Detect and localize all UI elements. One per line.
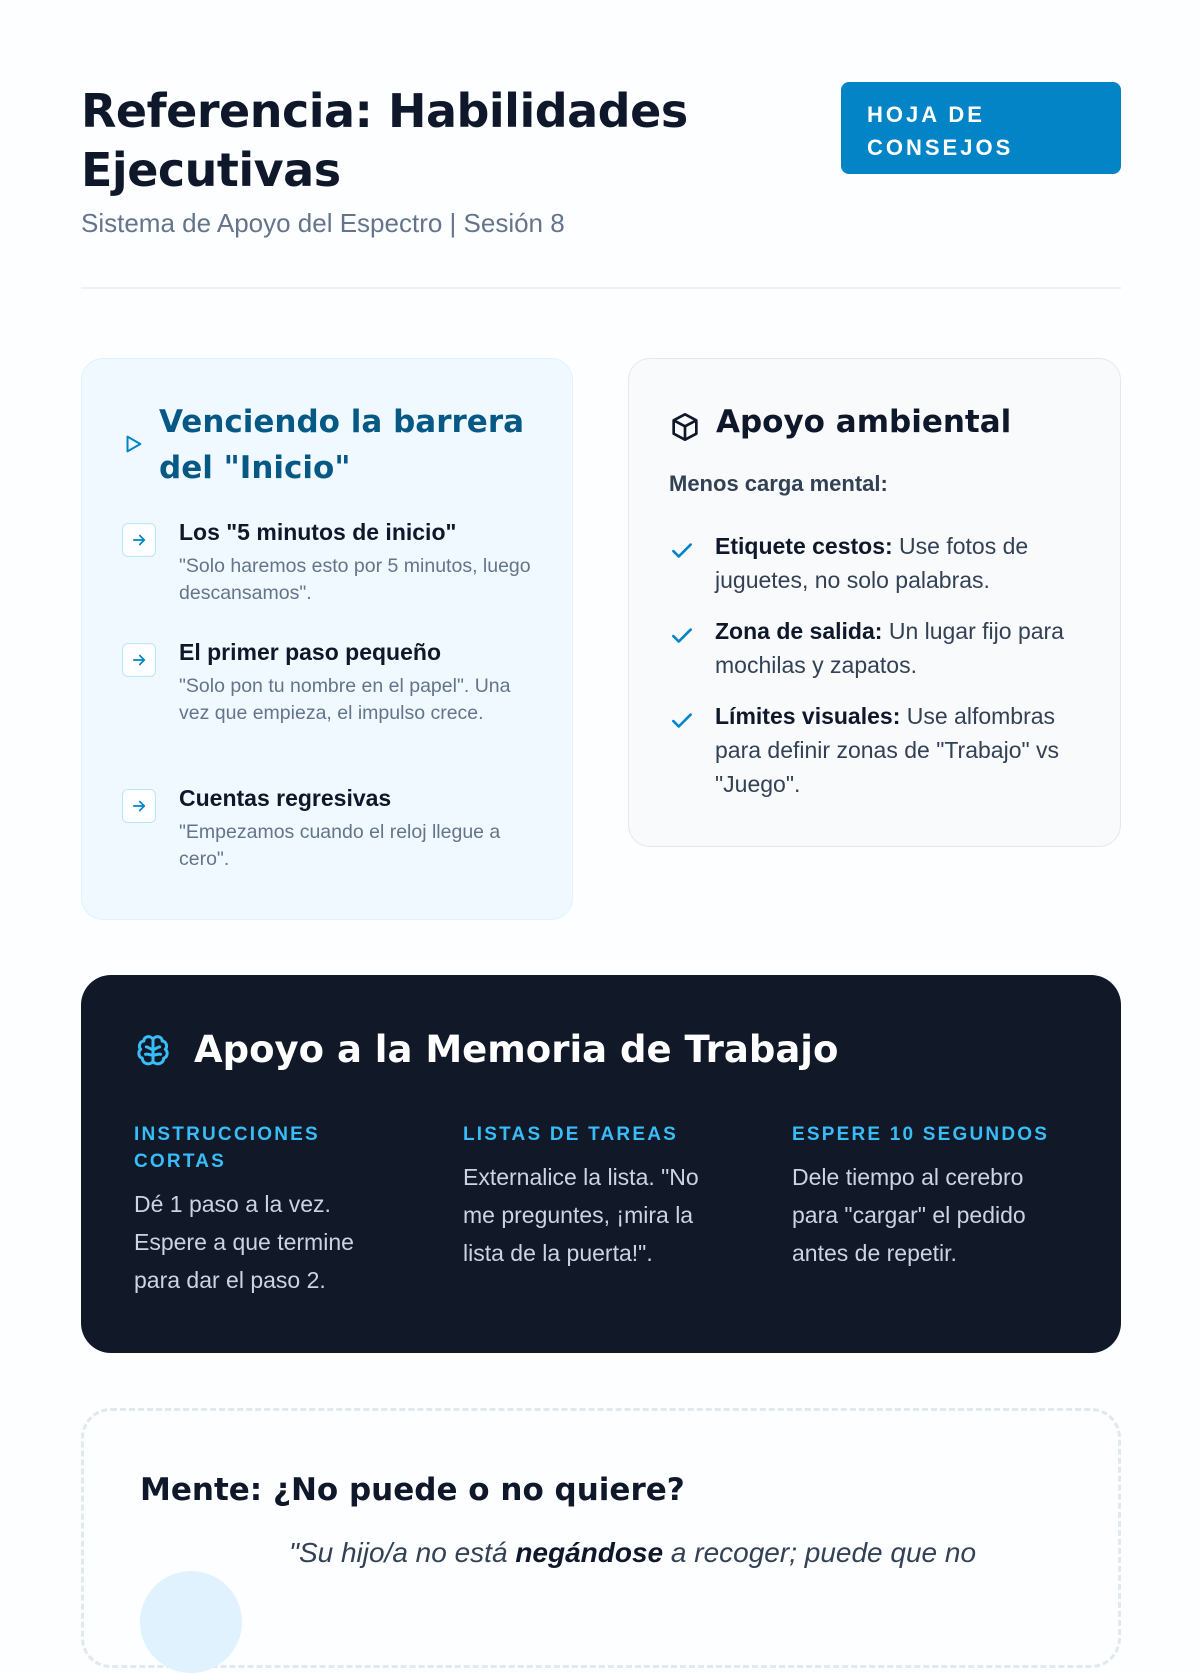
memory-column-label: ESPERE 10 SEGUNDOS xyxy=(792,1124,1050,1145)
avatar xyxy=(140,1571,242,1673)
check-item-label: Zona de salida: xyxy=(715,618,883,644)
check-item-label: Límites visuales: xyxy=(715,703,901,729)
step-description: "Solo haremos esto por 5 minutos, luego descansamos". xyxy=(179,555,531,604)
environment-card-title: Apoyo ambiental xyxy=(716,404,1012,440)
start-barrier-card xyxy=(81,358,573,920)
environment-card-header xyxy=(669,399,1089,449)
header-divider xyxy=(81,287,1121,289)
start-card-title: Venciendo la barrera del "Inicio" xyxy=(159,404,525,486)
working-memory-title: Apoyo a la Memoria de Trabajo xyxy=(194,1028,839,1071)
memory-column-text: Dé 1 paso a la vez. Espere a que termine para dar el paso 2. xyxy=(134,1191,354,1293)
step-description: "Solo pon tu nombre en el papel". Una vez que empieza, el impulso crece. xyxy=(179,675,511,724)
quote-emphasis: negándose xyxy=(515,1537,664,1568)
arrow-right-icon xyxy=(122,789,156,823)
play-icon xyxy=(122,433,144,455)
step-description: "Empezamos cuando el reloj llegue a cero". xyxy=(179,821,501,870)
memory-column-text: Dele tiempo al cerebro para "cargar" el pedido antes de repetir. xyxy=(792,1164,1026,1266)
cube-icon xyxy=(669,411,701,443)
page-title: Referencia: Habilidades Ejecutivas xyxy=(81,84,688,197)
memory-column xyxy=(792,1121,1052,1272)
check-item-label: Etiquete cestos: xyxy=(715,533,893,559)
mind-quote xyxy=(289,1533,1079,1573)
environment-card-subtitle: Menos carga mental: xyxy=(669,471,888,496)
check-item-text xyxy=(715,699,1080,801)
check-item-body: Un lugar fijo para mochilas y zapatos. xyxy=(715,618,1064,678)
step-title: Cuentas regresivas xyxy=(179,785,392,811)
memory-column-label: INSTRUCCIONES CORTAS xyxy=(134,1124,320,1172)
quote-prefix: "Su hijo/a no está xyxy=(289,1537,516,1568)
memory-column-text: Externalice la lista. "No me preguntes, ¡mira la lista de la puerta!". xyxy=(463,1164,699,1266)
step-title: El primer paso pequeño xyxy=(179,639,441,665)
memory-column xyxy=(134,1121,394,1299)
working-memory-section xyxy=(81,975,1121,1353)
check-icon xyxy=(669,707,695,733)
arrow-right-icon xyxy=(122,643,156,677)
mind-card xyxy=(81,1408,1121,1668)
check-icon xyxy=(669,622,695,648)
environment-card xyxy=(628,358,1121,847)
mind-card-title: Mente: ¿No puede o no quiere? xyxy=(140,1472,685,1508)
brain-icon xyxy=(133,1031,173,1071)
step-title: Los "5 minutos de inicio" xyxy=(179,519,457,545)
check-item-text xyxy=(715,614,1080,682)
quote-suffix: a recoger; puede que no xyxy=(663,1537,977,1568)
memory-column-label: LISTAS DE TAREAS xyxy=(463,1124,679,1145)
memory-column xyxy=(463,1121,723,1272)
check-icon xyxy=(669,537,695,563)
check-item-body: Use fotos de juguetes, no solo palabras. xyxy=(715,533,1029,593)
page-subtitle: Sistema de Apoyo del Espectro | Sesión 8 xyxy=(81,208,565,238)
header xyxy=(81,82,1121,292)
check-item-text xyxy=(715,529,1080,597)
check-item-body: Use alfombras para definir zonas de "Trabajo" vs "Juego". xyxy=(715,703,1060,797)
arrow-right-icon xyxy=(122,523,156,557)
tip-sheet-badge: HOJA DE CONSEJOS xyxy=(841,82,1121,174)
